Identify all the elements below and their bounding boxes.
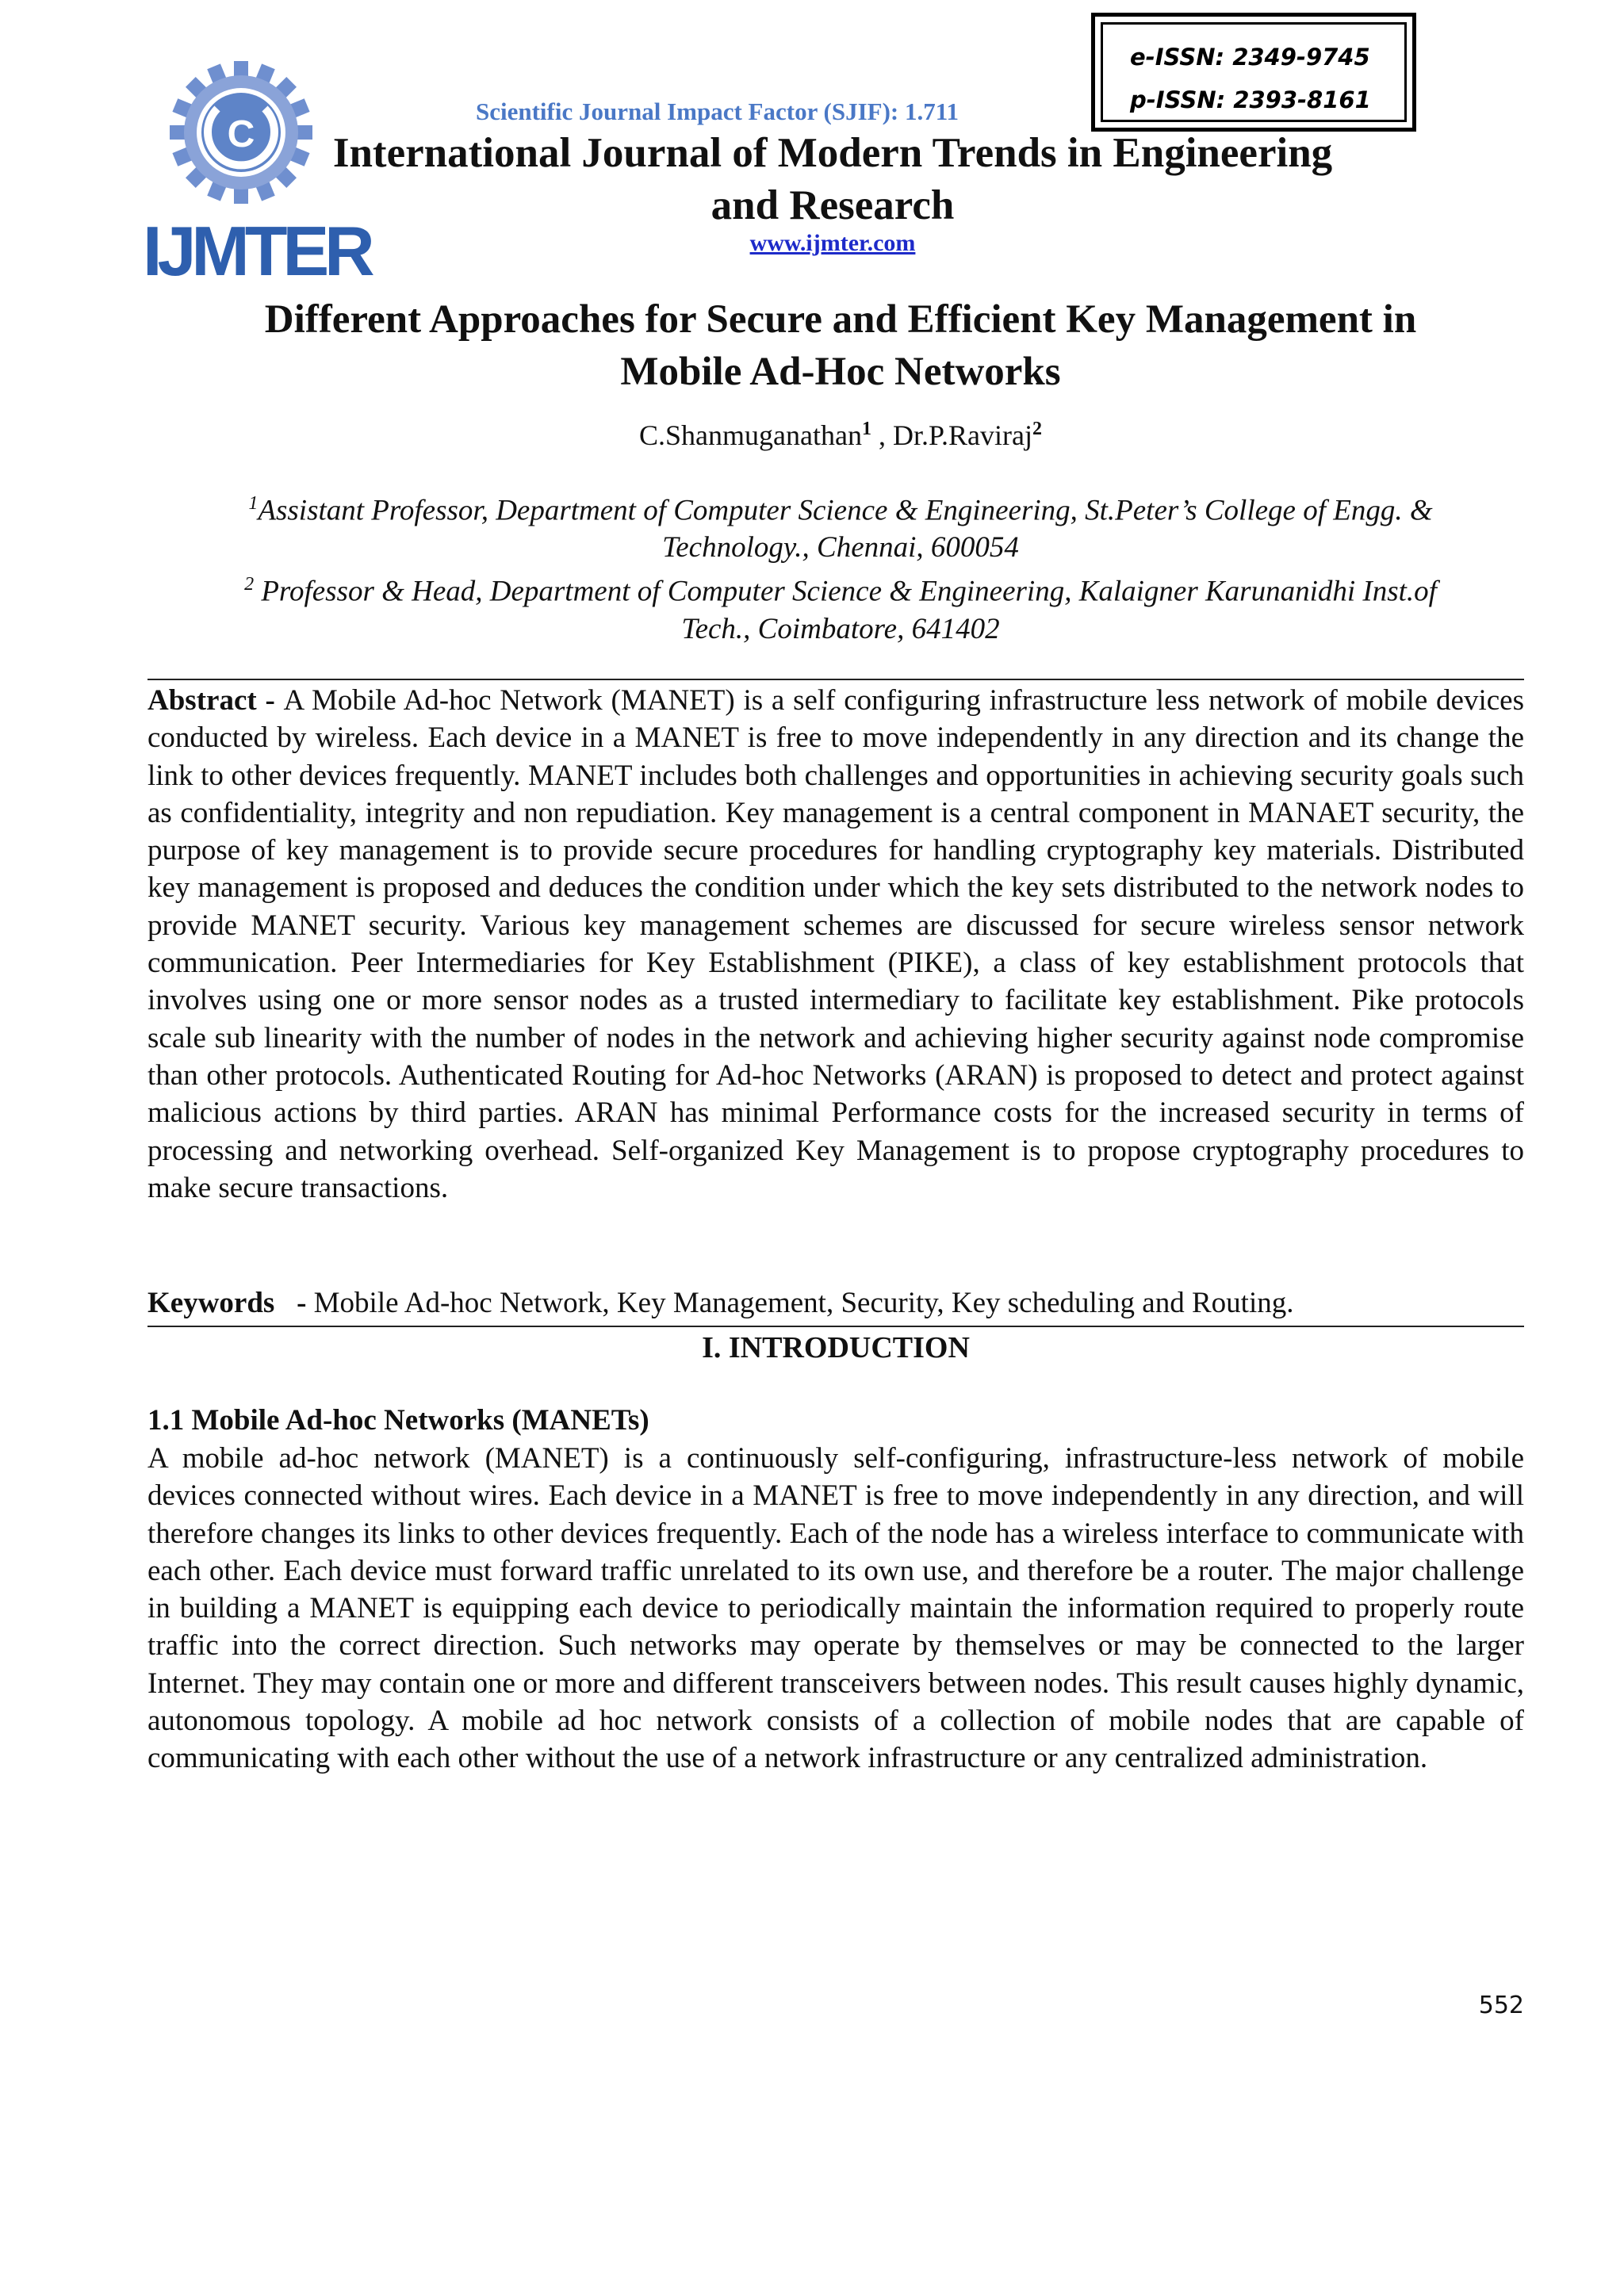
pissn: p-ISSN: 2393-8161: [1130, 86, 1371, 113]
author-list: C.Shanmuganathan$^1$ , Dr.P.Raviraj$^2$: [639, 419, 1042, 451]
journal-title: International Journal of Modern Trends in Engineering and Research: [332, 130, 1333, 228]
body-paragraph: A mobile ad-hoc network (MANET) is a continuously self-configuring, infrastructure-less network of mobile devices connected without wires. Each device in a MANET is free to move independently in any direction, and will therefore changes its links to other devices frequently. Each of the node has a wireless interface to communicate with each other. Each device must forward traffic unrelated to its own use, and therefore be a router. The major challenge in building a MANET is equipping each device to periodically maintain the information required to properly route traffic into the correct direction. Such networks may operate by themselves or may be connected to the larger Internet. They may contain one or more and different transceivers between nodes. This result causes highly dynamic, autonomous topology. A mobile ad hoc network consists of a collection of mobile nodes that are capable of communicating with each other without the use of a network infrastructure or any centralized administration.: [147, 1442, 1524, 1775]
keywords-text: Mobile Ad-hoc Network, Key Management, Security, Key scheduling and Routing.: [313, 1287, 1294, 1319]
subsection-heading: 1.1 Mobile Ad-hoc Networks (MANETs): [147, 1404, 649, 1437]
author-name: Dr.P.Raviraj: [892, 419, 1032, 451]
abstract: [147, 682, 1524, 1207]
eissn: e-ISSN: 2349-9745: [1130, 44, 1370, 71]
divider: [147, 1326, 1524, 1327]
keywords: [147, 1284, 1524, 1322]
abstract-label: Abstract -: [147, 684, 284, 717]
impact-factor: Scientific Journal Impact Factor (SJIF): 1.711: [476, 98, 959, 125]
author-name: C.Shanmuganathan: [639, 419, 862, 451]
svg-text:IJMTER: IJMTER: [143, 212, 370, 290]
page-number: 552: [1478, 1992, 1524, 2019]
journal-url-link[interactable]: www.ijmter.com: [749, 230, 916, 256]
section-heading: I. INTRODUCTION: [702, 1331, 970, 1364]
paper-title: Different Approaches for Secure and Efficient Key Management in Mobile Ad-Hoc Networks: [264, 297, 1417, 394]
abstract-text: A Mobile Ad-hoc Network (MANET) is a self configuring infrastructure less network of mobile devices conducted by wireless. Each device in a MANET is free to move independently in any direction and its change the link to other devices frequently. MANET includes both challenges and opportunities in achieving security goals such as confidentiality, integrity and non repudiation. Key management is a central component in MANAET security, the purpose of key management is to provide secure procedures for handling cryptography key materials. Distributed key management is proposed and deduces the condition under which the key sets distributed to the network nodes to provide MANET security. Various key management schemes are discussed for secure wireless sensor network communication. Peer Intermediaries for Key Establishment (PIKE), a class of key establishment protocols that involves using one or more sensor nodes as a trusted intermediary to facilitate key establishment. Pike protocols scale sub linearity with the number of nodes in the network and achieving higher security against node compromise than other protocols. Authenticated Routing for Ad-hoc Networks (ARAN) is proposed to detect and protect against malicious actions by third parties. ARAN has minimal Performance costs for the increased security in terms of processing and networking overhead. Self-organized Key Management is to propose cryptography procedures to make secure transactions.: [147, 684, 1524, 1204]
svg-text:C: C: [227, 113, 255, 155]
divider: [147, 679, 1524, 680]
affiliations: $^1$Assistant Professor, Department of Computer Science & Engineering, St.Peter’s College of Engg. & Technology., Chennai, 600054 $^2$ Professor & Head, Department of Computer Science & Engineering, Kalaigner Karunanidhi Inst.of Tech., Coimbatore, 641402: [244, 493, 1437, 645]
keywords-label: Keywords -: [147, 1287, 314, 1319]
issn-box: [1091, 13, 1416, 132]
